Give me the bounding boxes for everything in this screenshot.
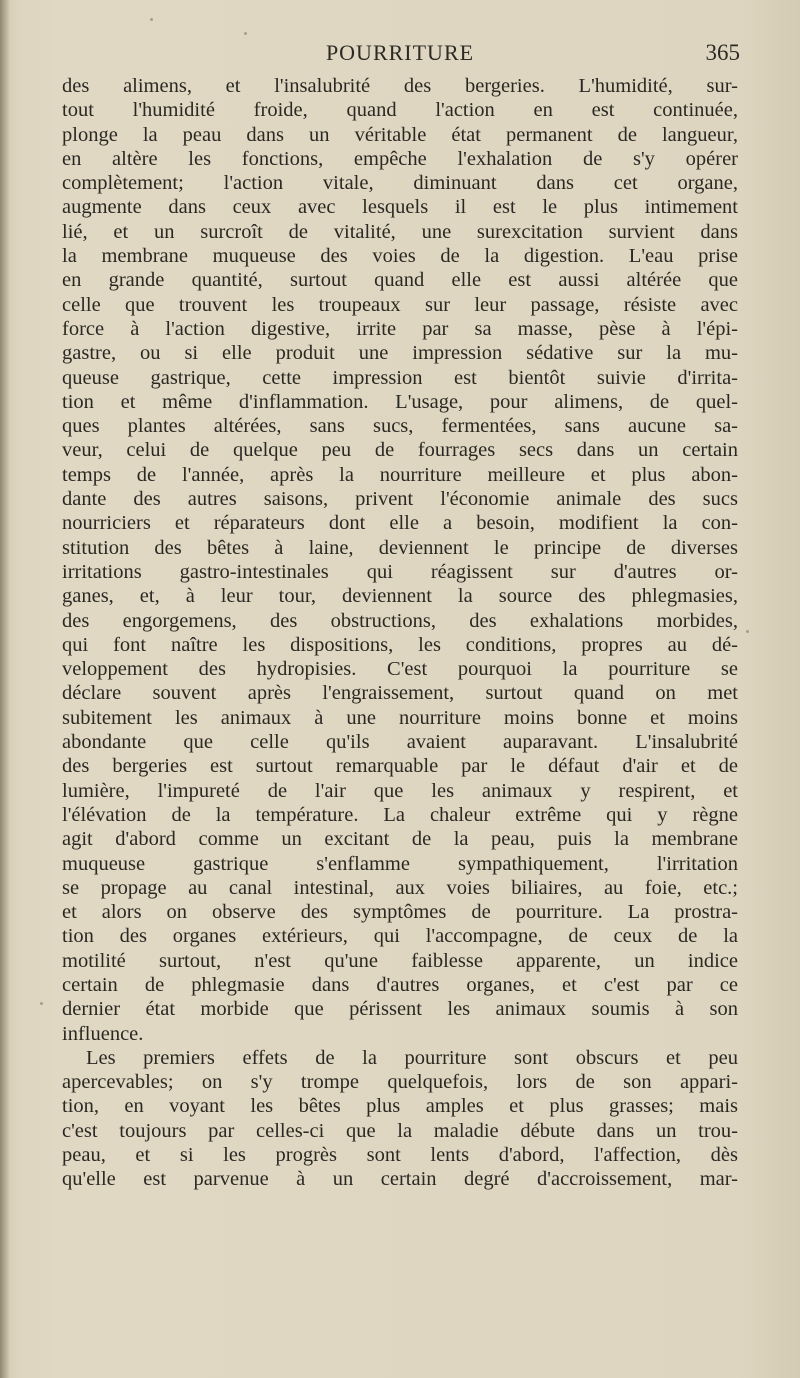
text-line: et alors on observe des symptômes de pourriture. La prostra-	[62, 901, 738, 924]
text-line: la membrane muqueuse des voies de la digestion. L'eau prise	[62, 245, 738, 268]
text-line: lumière, l'impureté de l'air que les animaux y respirent, et	[62, 779, 738, 802]
paragraph-start-line: Les premiers effets de la pourriture sont obscurs et peu	[86, 1046, 738, 1069]
text-line: en altère les fonctions, empêche l'exhalation de s'y opérer	[62, 147, 738, 170]
text-line: veur, celui de quelque peu de fourrages secs dans un certain	[62, 439, 738, 462]
text-line: déclare souvent après l'engraissement, surtout quand on met	[62, 682, 738, 705]
text-line: se propage au canal intestinal, aux voies biliaires, au foie, etc.;	[62, 876, 738, 899]
text-line: subitement les animaux à une nourriture moins bonne et moins	[62, 706, 738, 729]
paper-speck	[40, 1002, 43, 1005]
text-line: des engorgemens, des obstructions, des exhalations morbides,	[62, 609, 738, 632]
text-line: celle que trouvent les troupeaux sur leur passage, résiste avec	[62, 293, 738, 316]
text-line: abondante que celle qu'ils avaient auparavant. L'insalubrité	[62, 731, 738, 754]
text-line: tion des organes extérieurs, qui l'accompagne, de ceux de la	[62, 925, 738, 948]
text-line: agit d'abord comme un excitant de la peau, puis la membrane	[62, 828, 738, 851]
text-line: tout l'humidité froide, quand l'action en est continuée,	[62, 99, 738, 122]
paper-speck	[244, 32, 247, 35]
running-title: POURRITURE	[325, 40, 475, 65]
text-line: des alimens, et l'insalubrité des bergeries. L'humidité, sur-	[62, 75, 738, 97]
text-line: dernier état morbide que périssent les animaux soumis à son	[62, 998, 738, 1021]
text-line: c'est toujours par celles-ci que la maladie débute dans un trou-	[62, 1119, 738, 1142]
page-binding-edge	[0, 0, 10, 1378]
text-line: peau, et si les progrès sont lents d'abord, l'affection, dès	[62, 1144, 738, 1167]
text-line: ganes, et, à leur tour, deviennent la source des phlegmasies,	[62, 585, 738, 608]
text-line: l'élévation de la température. La chaleur extrême qui y règne	[62, 803, 738, 826]
text-line: augmente dans ceux avec lesquels il est le plus intimement	[62, 196, 738, 219]
text-line: qui font naître les dispositions, les conditions, propres au dé-	[62, 633, 738, 656]
text-line: lié, et un surcroît de vitalité, une surexcitation survient dans	[62, 220, 738, 243]
page-number: 365	[705, 40, 740, 65]
text-line: en grande quantité, surtout quand elle est aussi altérée que	[62, 269, 738, 292]
text-line: ques plantes altérées, sans sucs, fermentées, sans aucune sa-	[62, 415, 738, 438]
paper-speck	[746, 630, 749, 633]
text-line: tion et même d'inflammation. L'usage, pour alimens, de quel-	[62, 390, 738, 413]
text-line: queuse gastrique, cette impression est bientôt suivie d'irrita-	[62, 366, 738, 389]
text-line: temps de l'année, après la nourriture meilleure et plus abon-	[62, 463, 738, 486]
text-line: dante des autres saisons, privent l'économie animale des sucs	[62, 488, 738, 511]
text-line: apercevables; on s'y trompe quelquefois, lors de son appari-	[62, 1071, 738, 1094]
text-line: nourriciers et réparateurs dont elle a besoin, modifient la con-	[62, 512, 738, 535]
body-text	[62, 74, 738, 1192]
text-line: veloppement des hydropisies. C'est pourquoi la pourriture se	[62, 658, 738, 681]
paragraph-end-line: influence.	[62, 1022, 144, 1045]
text-line: irritations gastro-intestinales qui réagissent sur d'autres or-	[62, 560, 738, 583]
text-line: qu'elle est parvenue à un certain degré d'accroissement, mar-	[62, 1168, 738, 1191]
paper-speck	[150, 18, 153, 21]
text-line: certain de phlegmasie dans d'autres organes, et c'est par ce	[62, 973, 738, 996]
text-line: complètement; l'action vitale, diminuant dans cet organe,	[62, 172, 738, 195]
text-line: muqueuse gastrique s'enflamme sympathiquement, l'irritation	[62, 852, 738, 875]
text-line: force à l'action digestive, irrite par sa masse, pèse à l'épi-	[62, 317, 738, 340]
text-line: tion, en voyant les bêtes plus amples et plus grasses; mais	[62, 1095, 738, 1118]
text-line: gastre, ou si elle produit une impression sédative sur la mu-	[62, 342, 738, 365]
text-line: plonge la peau dans un véritable état permanent de langueur,	[62, 123, 738, 146]
text-line: stitution des bêtes à laine, deviennent le principe de diverses	[62, 536, 738, 559]
text-line: des bergeries est surtout remarquable par le défaut d'air et de	[62, 755, 738, 778]
text-line: motilité surtout, n'est qu'une faiblesse apparente, un indice	[62, 949, 738, 972]
page-header	[60, 40, 740, 74]
